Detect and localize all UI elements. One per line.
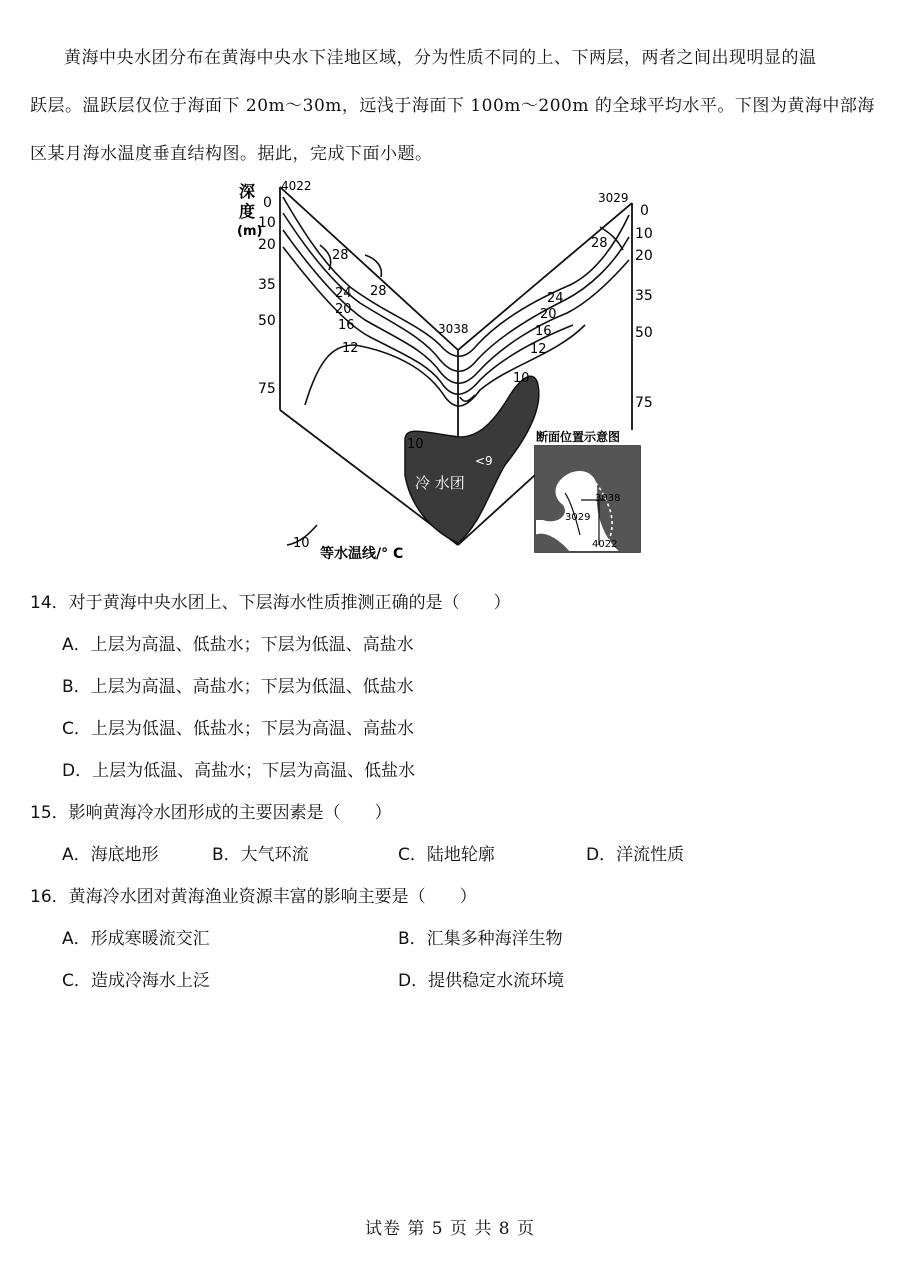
question-15-stem: 15．影响黄海冷水团形成的主要因素是（ ）	[30, 803, 392, 823]
left-top-edge	[280, 187, 458, 350]
intro-line-2: 跃层。温跃层仅位于海面下 20m～30m，远浅于海面下 100m～200m 的全球平均水平。下图为黄海中部海	[30, 96, 875, 116]
depth-tick-left-20: 20	[258, 237, 276, 253]
depth-tick-right-0: 0	[640, 203, 649, 219]
isotherm-label: 16	[535, 324, 552, 339]
question-16-option-d: D．提供稳定水流环境	[398, 971, 565, 991]
inset-map	[535, 429, 640, 552]
depth-tick-right-20: 20	[635, 248, 653, 264]
temperature-section-figure	[225, 175, 655, 570]
isotherm-label: 12	[530, 342, 547, 357]
question-14-option-c: C．上层为低温、低盐水；下层为高温、高盐水	[62, 719, 414, 739]
isotherm-label: 28	[332, 248, 349, 263]
question-16-option-c: C．造成冷海水上泛	[62, 971, 210, 991]
depth-unit: (m)	[237, 224, 263, 239]
depth-tick-right-10: 10	[635, 226, 653, 242]
intro-line-1: 黄海中央水团分布在黄海中央水下洼地区域，分为性质不同的上、下两层，两者之间出现明显的温	[64, 48, 817, 68]
intro-line-3: 区某月海水温度垂直结构图。据此，完成下面小题。	[30, 144, 433, 164]
depth-tick-left-0: 0	[263, 195, 272, 211]
depth-tick-right-35: 35	[635, 288, 653, 304]
question-15-option-d: D．洋流性质	[586, 845, 685, 865]
question-14-option-d: D．上层为低温、高盐水；下层为高温、低盐水	[62, 761, 416, 781]
question-15-option-a: A．海底地形	[62, 845, 159, 865]
question-15-option-c: C．陆地轮廓	[398, 845, 495, 865]
question-14-option-a: A．上层为高温、低盐水；下层为低温、高盐水	[62, 635, 414, 655]
question-16-option-a: A．形成寒暖流交汇	[62, 929, 210, 949]
isotherm-label: 16	[338, 318, 355, 333]
question-16-option-b: B．汇集多种海洋生物	[398, 929, 563, 949]
isotherm-label: 12	[342, 341, 359, 356]
station-left: 4022	[281, 179, 312, 193]
isotherm-label: 28	[370, 284, 387, 299]
inset-title: 断面位置示意图	[536, 430, 621, 444]
cold-water-mass	[405, 376, 539, 543]
station-mid: 3038	[438, 322, 469, 336]
isotherm-label: 24	[335, 286, 352, 301]
depth-tick-left-35: 35	[258, 277, 276, 293]
isotherm-label-lt9: <9	[475, 454, 493, 468]
question-14-option-b: B．上层为高温、高盐水；下层为低温、低盐水	[62, 677, 414, 697]
isotherm-label: 24	[547, 291, 564, 306]
intro-paragraph	[30, 34, 875, 178]
legend-sample-value: 10	[293, 536, 310, 551]
isotherm-label: 28	[591, 236, 608, 251]
isotherm-label: 10	[407, 437, 424, 452]
inset-label-3038: 3038	[595, 493, 621, 504]
page-footer: 试卷 第 5 页 共 8 页	[364, 1219, 536, 1239]
inset-label-4022: 4022	[592, 539, 618, 550]
station-right: 3029	[598, 191, 629, 205]
depth-label-1: 深	[239, 182, 256, 201]
depth-label-2: 度	[239, 202, 256, 221]
legend-label: 等水温线/° C	[320, 546, 404, 562]
depth-tick-left-10: 10	[258, 215, 276, 231]
inset-label-3029: 3029	[565, 512, 591, 523]
isotherm-label: 10	[513, 371, 530, 386]
depth-tick-right-50: 50	[635, 325, 653, 341]
question-15-option-b: B．大气环流	[212, 845, 309, 865]
depth-tick-left-75: 75	[258, 381, 276, 397]
temperature-section-svg	[225, 175, 655, 570]
isotherm-label: 20	[540, 307, 557, 322]
isotherm-label: 20	[335, 302, 352, 317]
cold-mass-label: 冷 水团	[415, 474, 465, 492]
depth-tick-left-50: 50	[258, 313, 276, 329]
question-14-stem: 14．对于黄海中央水团上、下层海水性质推测正确的是（ ）	[30, 593, 511, 613]
depth-tick-right-75: 75	[635, 395, 653, 411]
question-16-stem: 16．黄海冷水团对黄海渔业资源丰富的影响主要是（ ）	[30, 887, 477, 907]
